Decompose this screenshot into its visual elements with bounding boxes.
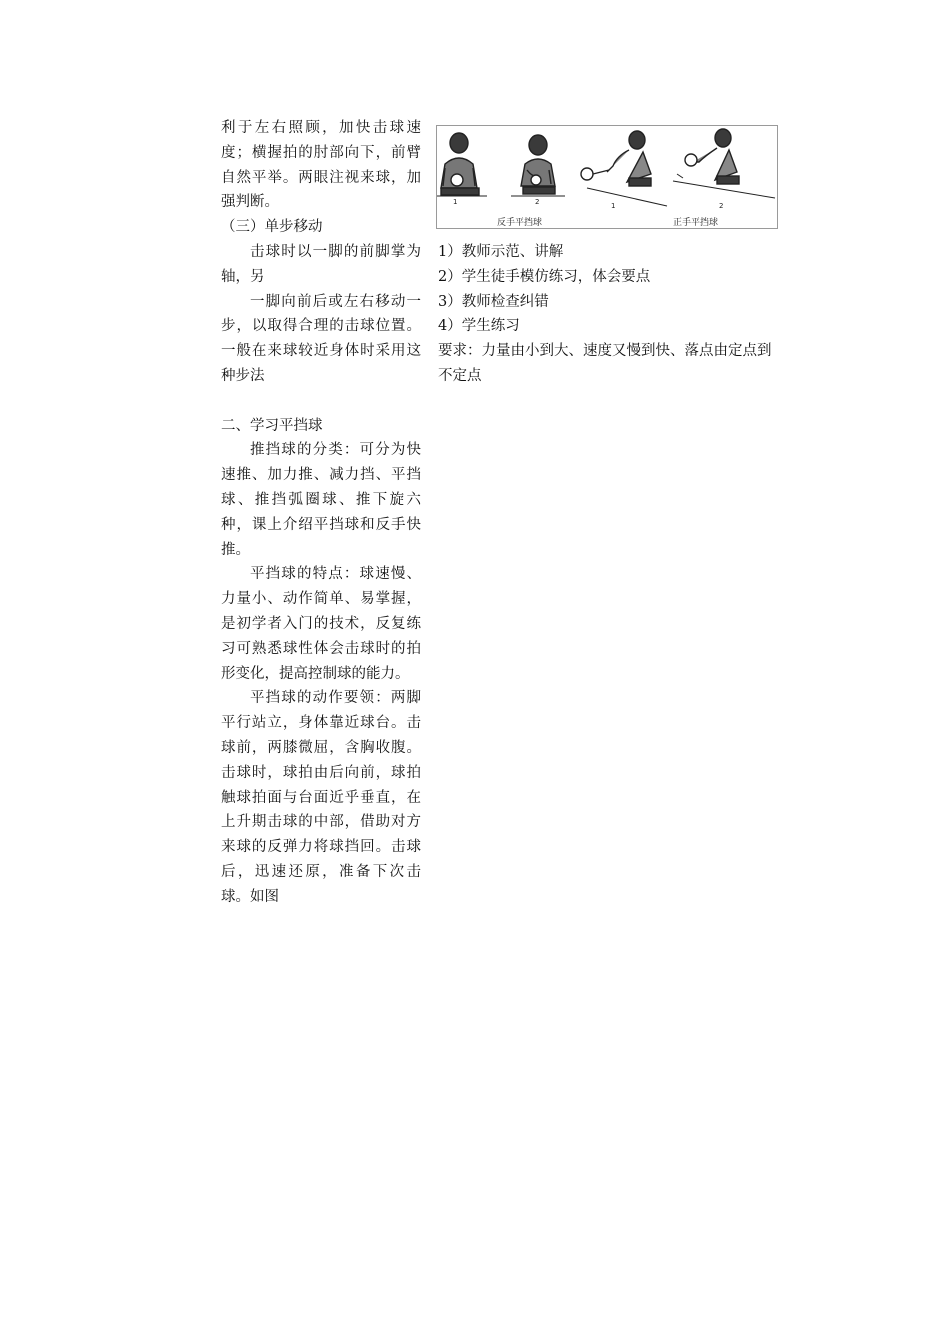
- section-heading-single-step: （三）单步移动: [221, 219, 323, 236]
- figure-number-1: 1: [453, 198, 458, 206]
- figure-caption-forehand: 正手平挡球: [673, 218, 719, 228]
- player-figure-4: [673, 129, 775, 198]
- figure-number-2: 2: [535, 198, 540, 206]
- left-column: [221, 116, 421, 910]
- requirement-text: 要求：力量由小到大、速度又慢到快、落点由定点到不定点: [438, 343, 772, 384]
- blank-line: [221, 389, 421, 414]
- step-item-2: 2）学生徒手模仿练习，体会要点: [438, 268, 651, 285]
- technique-illustration: [436, 125, 778, 229]
- section-heading-block-ball: 二、学习平挡球: [221, 417, 323, 434]
- figure-caption-backhand: 反手平挡球: [497, 218, 543, 228]
- paragraph-classification: 推挡球的分类：可分为快速推、加力推、减力挡、平挡球、推挡弧圈球、推下旋六种，课上介绍平挡球和反手快推。: [221, 442, 421, 558]
- paragraph-technique: 平挡球的动作要领：两脚平行站立，身体靠近球台。击球前，两膝微屈，含胸收腹。击球时，球拍由后向前，球拍触球拍面与台面近乎垂直，在上升期击球的中部，借助对方来球的反弹力将球挡回。击球后，迅速还原，准备下次击球。如图: [221, 690, 421, 905]
- paragraph-continuation: 利于左右照顾，加快击球速度；横握拍的肘部向下，前臂自然平举。两眼注视来球，加强判断。: [221, 120, 421, 211]
- figure-number-3: 1: [611, 202, 616, 210]
- player-figure-3: [581, 131, 667, 206]
- step-item-3: 3）教师检查纠错: [438, 293, 549, 310]
- paragraph-single-step-2: 一脚向前后或左右移动一步，以取得合理的击球位置。一般在来球较近身体时采用这种步法: [221, 293, 421, 384]
- paragraph-single-step-1: 击球时以一脚的前脚掌为轴，另: [221, 243, 421, 285]
- player-figure-1: [437, 133, 487, 196]
- player-figure-2: [511, 135, 565, 196]
- step-item-1: 1）教师示范、讲解: [438, 244, 564, 260]
- step-item-4: 4）学生练习: [438, 318, 520, 335]
- figure-number-4: 2: [719, 202, 724, 210]
- paragraph-characteristics: 平挡球的特点：球速慢、力量小、动作简单、易掌握，是初学者入门的技术，反复练习可熟悉球性体会击球时的拍形变化，提高控制球的能力。: [221, 566, 421, 682]
- right-column: [438, 240, 778, 389]
